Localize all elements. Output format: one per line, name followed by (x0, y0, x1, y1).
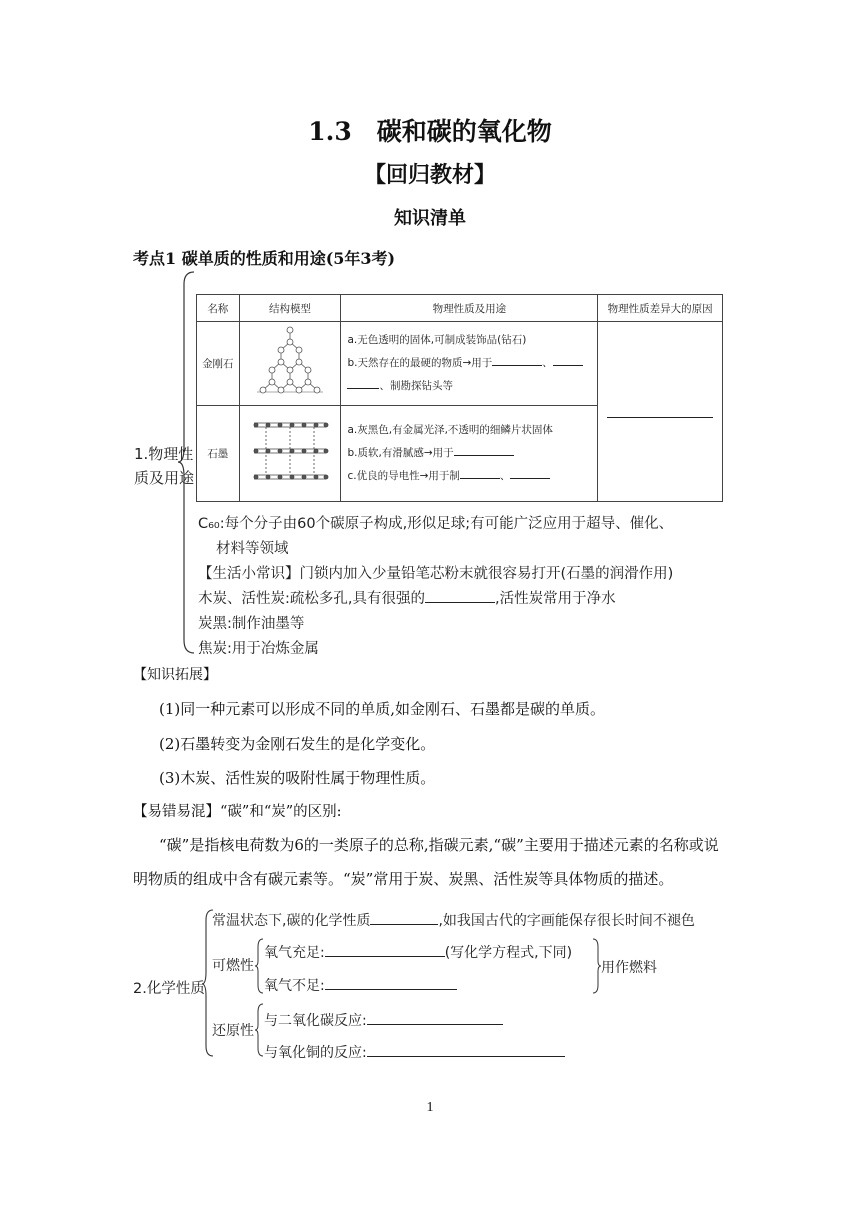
label-line1: 1.物理性 (134, 445, 194, 463)
reducing-label: 还原性 (212, 1023, 254, 1039)
coke-line: 焦炭:用于冶炼金属 (198, 641, 319, 657)
graphite-model (239, 406, 341, 502)
section-heading: 【回归教材】 (363, 162, 496, 188)
label-line2: 质及用途 (134, 469, 195, 487)
extension-title: 【知识拓展】 (133, 667, 217, 683)
diamond-name: 金刚石 (197, 322, 240, 406)
page-title: 1.3 碳和碳的氧化物 (308, 117, 552, 146)
graphite-prop-c: c.优良的导电性→用于制 、 (347, 464, 597, 487)
point1-label (134, 442, 194, 490)
graphite-name: 石墨 (197, 406, 240, 502)
extension-item-2: (2)石墨转变为金刚石发生的是化学变化。 (159, 735, 436, 753)
reason-cell (598, 322, 723, 502)
charcoal-line: 木炭、活性炭:疏松多孔,具有很强的 ,活性炭常用于净水 (198, 587, 673, 612)
diamond-prop-b-cont: 、制勘探钻头等 (347, 374, 597, 397)
confusion-line1: “碳”是指核电荷数为6的一类原子的总称,指碳元素,“碳”主要用于描述元素的名称或说 (159, 836, 719, 854)
life-tip: 【生活小常识】门锁内加入少量铅笔芯粉末就很容易打开(石墨的润滑作用) (198, 566, 674, 582)
cuo-reaction-line: 与氧化铜的反应: (264, 1042, 565, 1062)
diamond-properties (341, 322, 598, 406)
graphite-structure-icon (248, 411, 332, 493)
graphite-prop-b: b.质软,有滑腻感→用于 (347, 441, 597, 464)
diamond-structure-icon (245, 324, 335, 400)
header-structure: 结构模型 (239, 295, 341, 322)
page-number: 1 (426, 1100, 434, 1115)
reducing-brace (254, 1002, 264, 1058)
use-fuel: 用作燃料 (601, 960, 657, 976)
graphite-prop-a: a.灰黑色,有金属光泽,不透明的细鳞片状固体 (347, 424, 553, 436)
co2-reaction-line: 与二氧化碳反应: (264, 1010, 503, 1030)
carbon-black-line: 炭黑:制作油墨等 (198, 616, 305, 632)
oxygen-enough-line: 氧气充足: (写化学方程式,下同) (264, 942, 572, 962)
point1-extra (198, 512, 673, 662)
header-properties: 物理性质及用途 (341, 295, 598, 322)
reason-blank (607, 403, 713, 418)
diamond-prop-b: b.天然存在的最硬的物质→用于 、 (347, 351, 597, 374)
confusion-line2: 明物质的组成中含有碳元素等。“炭”常用于炭、炭黑、活性炭等具体物质的描述。 (133, 870, 674, 888)
combustible-label: 可燃性 (212, 958, 254, 974)
header-reason: 物理性质差异大的原因 (598, 295, 723, 322)
subsection-heading: 知识清单 (394, 208, 466, 229)
diamond-model (239, 322, 341, 406)
c60-line2: 材料等领域 (216, 541, 289, 557)
combustible-brace (254, 937, 264, 995)
carbon-table (196, 294, 723, 502)
graphite-properties (341, 406, 598, 502)
diamond-prop-a: a.无色透明的固体,可制成装饰品(钻石) (347, 334, 527, 346)
oxygen-lack-line: 氧气不足: (264, 975, 457, 995)
confusion-title: 【易错易混】“碳”和“炭”的区别: (133, 804, 342, 820)
header-name: 名称 (197, 295, 240, 322)
extension-item-3: (3)木炭、活性炭的吸附性属于物理性质。 (159, 769, 436, 787)
point1-title: 考点1 碳单质的性质和用途(5年3考) (133, 249, 396, 268)
point2-label: 2.化学性质 (133, 981, 205, 997)
normal-line: 常温状态下,碳的化学性质 ,如我国古代的字画能保存很长时间不褪色 (212, 910, 695, 930)
c60-line1: C₆₀:每个分子由60个碳原子构成,形似足球;有可能广泛应用于超导、催化、 (198, 516, 674, 532)
extension-item-1: (1)同一种元素可以形成不同的单质,如金刚石、石墨都是碳的单质。 (159, 700, 606, 718)
